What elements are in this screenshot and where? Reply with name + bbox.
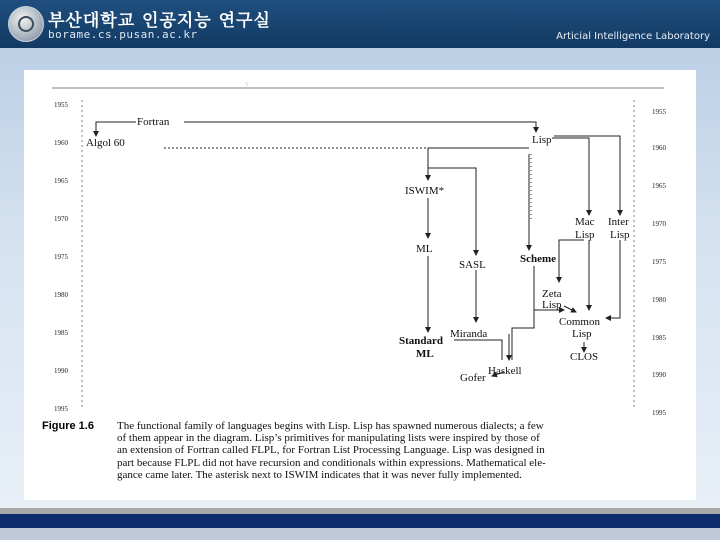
- node-interlisp-line1: Inter: [608, 216, 629, 228]
- edge-scheme-haskell: [512, 266, 534, 360]
- edge-interlisp-commonlisp: [606, 240, 620, 318]
- caption-line: gance came later. The asterisk next to ISWIM indicates that it was never fully implemented.: [117, 468, 522, 481]
- node-gofer: Gofer: [460, 372, 486, 384]
- year-right-1965: 1965: [652, 182, 666, 190]
- node-fortran: Fortran: [137, 116, 170, 128]
- lab-title: 부산대학교 인공지능 연구실: [48, 11, 271, 31]
- year-left-1960: 1960: [54, 139, 68, 147]
- node-sasl: SASL: [459, 259, 486, 271]
- edge-iswim-sasl: [428, 168, 476, 255]
- footer-light-bar: [0, 528, 720, 540]
- node-algol60: Algol 60: [86, 137, 125, 149]
- year-left-1985: 1985: [54, 329, 68, 337]
- site-url: borame.cs.pusan.ac.kr: [48, 28, 198, 41]
- edge-zetalisp-commonlisp: [564, 306, 576, 312]
- year-right-1980: 1980: [652, 296, 666, 304]
- year-left-1970: 1970: [54, 215, 68, 223]
- node-interlisp-line2: Lisp: [610, 229, 630, 241]
- node-standardml-line1: Standard: [399, 335, 444, 347]
- year-right-1975: 1975: [652, 258, 666, 266]
- node-miranda: Miranda: [450, 328, 488, 340]
- year-right-1995: 1995: [652, 409, 666, 415]
- year-right-1990: 1990: [652, 371, 666, 379]
- year-right-1960: 1960: [652, 144, 666, 152]
- node-ml: ML: [416, 243, 433, 255]
- year-right-1985: 1985: [652, 334, 666, 342]
- university-seal-icon: [8, 6, 44, 42]
- year-right-1970: 1970: [652, 220, 666, 228]
- year-left-1965: 1965: [54, 177, 68, 185]
- node-clos: CLOS: [570, 351, 599, 363]
- node-standardml-line2: ML: [416, 348, 434, 360]
- year-left-1955: 1955: [54, 101, 68, 109]
- node-scheme: Scheme: [520, 253, 557, 265]
- node-haskell: Haskell: [488, 365, 522, 377]
- edge-maclisp-zetalisp: [559, 240, 584, 282]
- year-left-1980: 1980: [54, 291, 68, 299]
- stray-mark: \: [246, 82, 248, 88]
- node-iswim: ISWIM*: [405, 185, 445, 197]
- caption-line: an extension of Fortran called FLPL, for Fortran List Processing Language. Lisp was designed in: [117, 444, 545, 457]
- caption-line: part because FLPL did not have recursion and conditionals within expressions. Mathematical ele-: [117, 456, 546, 469]
- lab-name-english: Articial Intelligence Laboratory: [556, 31, 710, 42]
- site-header: [0, 0, 720, 48]
- node-zetalisp-line2: Lisp: [542, 299, 562, 311]
- edge-lisp-maclisp: [552, 138, 589, 215]
- edge-fortran-lisp: [184, 122, 536, 132]
- caption-line: The functional family of languages begins with Lisp. Lisp has spawned numerous dialects; a few: [117, 420, 544, 432]
- footer-blue-bar: [0, 514, 720, 528]
- node-maclisp-line2: Lisp: [575, 229, 595, 241]
- node-maclisp-line1: Mac: [575, 216, 595, 228]
- year-left-1975: 1975: [54, 253, 68, 261]
- node-commonlisp-line1: Common: [559, 316, 600, 328]
- node-lisp: Lisp: [532, 134, 552, 146]
- year-left-1995: 1995: [54, 405, 68, 413]
- edge-lisp-iswim: [428, 148, 529, 180]
- edge-fortran-algol: [96, 122, 136, 136]
- node-commonlisp-line2: Lisp: [572, 328, 592, 340]
- node-zetalisp-line1: Zeta: [542, 288, 562, 300]
- language-family-diagram: [24, 70, 696, 415]
- figure-caption: [117, 420, 683, 481]
- edge-lisp-interlisp: [554, 136, 620, 215]
- edge-standardml-haskell: [454, 340, 502, 360]
- figure-label: Figure 1.6: [42, 420, 94, 432]
- year-left-1990: 1990: [54, 367, 68, 375]
- year-right-1955: 1955: [652, 108, 666, 116]
- caption-line: of them appear in the diagram. Lisp’s primitives for manipulating lists were inspired by those of: [117, 432, 540, 445]
